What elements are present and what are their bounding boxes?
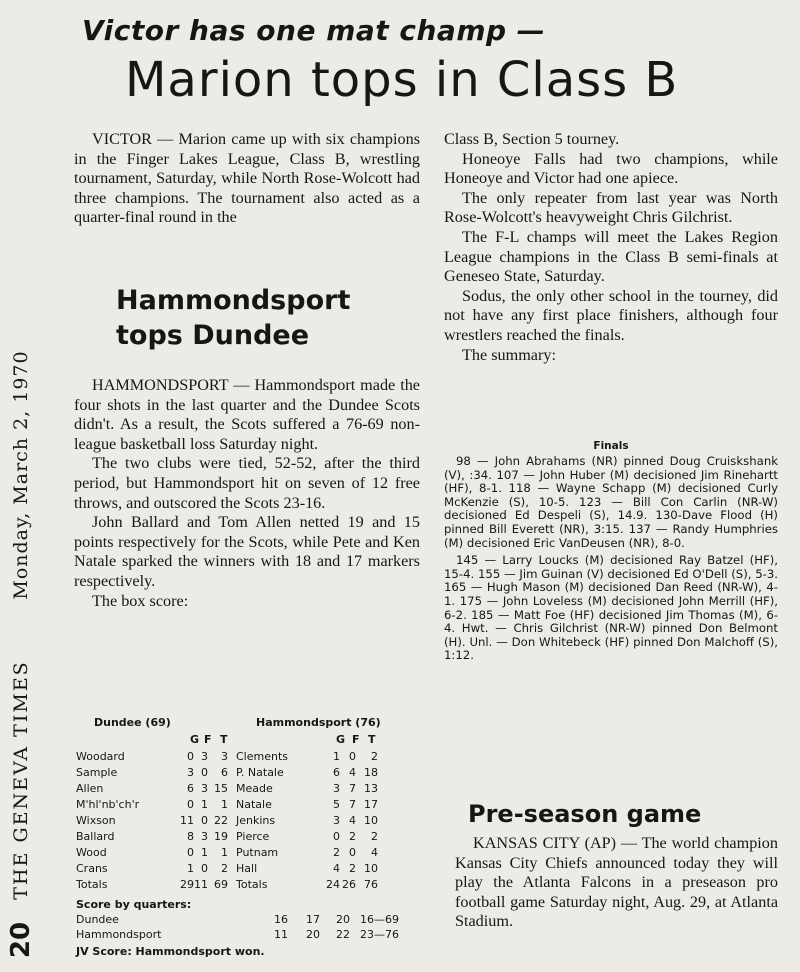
player-name: Wood xyxy=(76,846,107,859)
quarter-score: 17 xyxy=(306,913,320,926)
player-name: Crans xyxy=(76,862,108,875)
stat-cell: 1 xyxy=(221,798,228,811)
stat-cell: 4 xyxy=(371,846,378,859)
quarter-score: 16 xyxy=(274,913,288,926)
stat-cell: 10 xyxy=(364,814,378,827)
quarter-score: 16—69 xyxy=(360,913,399,926)
stat-cell: 3 xyxy=(201,782,208,795)
player-name: Meade xyxy=(236,782,273,795)
stat-cell: 26 xyxy=(342,878,356,891)
football-story xyxy=(455,834,778,932)
stat-cell: 2 xyxy=(349,862,356,875)
stat-cell: 22 xyxy=(214,814,228,827)
stat-cell: 1 xyxy=(221,846,228,859)
quarter-score: 23—76 xyxy=(360,928,399,941)
player-name: Totals xyxy=(236,878,268,891)
paragraph: The box score: xyxy=(92,591,189,610)
stat-cell: 0 xyxy=(187,798,194,811)
stat-cell: 19 xyxy=(214,830,228,843)
player-name: Woodard xyxy=(76,750,125,763)
player-name: Hall xyxy=(236,862,258,875)
issue-date: Monday, March 2, 1970 xyxy=(10,350,32,600)
stat-cell: 1 xyxy=(187,862,194,875)
quarter-row xyxy=(76,928,426,943)
col-header: F xyxy=(204,733,212,746)
stat-cell: 5 xyxy=(333,798,340,811)
stat-cell: 11 xyxy=(180,814,194,827)
paragraph: The summary: xyxy=(462,345,556,364)
player-name: Sample xyxy=(76,766,118,779)
stat-cell: 0 xyxy=(187,750,194,763)
player-name: Pierce xyxy=(236,830,270,843)
wrestling-story-lead xyxy=(74,130,420,228)
basketball-headline: Hammondsport tops Dundee xyxy=(116,285,351,351)
stat-cell: 24 xyxy=(326,878,340,891)
stat-cell: 3 xyxy=(187,766,194,779)
stat-cell: 3 xyxy=(201,830,208,843)
stat-cell: 0 xyxy=(349,750,356,763)
col-header: T xyxy=(368,733,376,746)
stat-cell: 0 xyxy=(201,766,208,779)
box-score-row xyxy=(76,846,426,861)
stat-cell: 76 xyxy=(364,878,378,891)
player-name: Jenkins xyxy=(236,814,276,827)
stat-cell: 0 xyxy=(201,814,208,827)
stat-cell: 6 xyxy=(333,766,340,779)
stat-cell: 6 xyxy=(221,766,228,779)
football-headline: Pre-season game xyxy=(468,800,702,828)
stat-cell: 15 xyxy=(214,782,228,795)
quarter-score: 20 xyxy=(336,913,350,926)
box-score-row xyxy=(76,830,426,845)
stat-cell: 7 xyxy=(349,782,356,795)
stat-cell: 3 xyxy=(333,782,340,795)
quarter-score: 20 xyxy=(306,928,320,941)
stat-cell: 1 xyxy=(201,846,208,859)
box-score-row xyxy=(76,814,426,829)
summary-paragraph: 145 — Larry Loucks (M) decisioned Ray Batzel (HF), 15-4. 155 — Jim Guinan (V) decisioned Ed O'Dell (S), 5-3. 165 — Hugh Mason (M) decisioned Dan Reed (NR-W), 4-1. 175 — John Loveless (M) decisioned John Merrill (HF), 6-2. 185 — Matt Foe (HF) decisioned Jim Thomas (M), 6-4. Hwt. — Chris Gilchrist (NR-W) pinned Don Belmont (H). Unl. — Don Whitebeck (HF) pinned Don Malchoff (S), 1:12. xyxy=(444,553,779,663)
paragraph: Class B, Section 5 tourney. xyxy=(444,130,620,148)
player-name: P. Natale xyxy=(236,766,284,779)
stat-cell: 8 xyxy=(187,830,194,843)
kicker-headline: Victor has one mat champ — xyxy=(82,14,546,47)
player-name: Natale xyxy=(236,798,272,811)
paragraph: Honeoye Falls had two champions, while Honeoye and Victor had one apiece. xyxy=(444,149,778,188)
wrestling-story-continued xyxy=(444,130,778,365)
stat-cell: 0 xyxy=(349,846,356,859)
paragraph: HAMMONDSPORT — Hammondsport made the four shots in the last quarter and the Dundee Scots didn't. As a result, the Scots suffered a 76-69 non-league basketball loss Saturday night. xyxy=(74,376,420,453)
left-team-name: Dundee (69) xyxy=(94,716,171,729)
player-name: Allen xyxy=(76,782,104,795)
summary-paragraph: 98 — John Abrahams (NR) pinned Doug Cruiskshank (V), :34. 107 — John Huber (M) decisioned Jim Rinehartt (HF), 8-1. 118 — Wayne Schapp (M) decisioned Curly McKenzie (S), 10-5. 123 — Bill Con Carlin (NR-W) decisioned Ed Despeli (S), 14.9. 130-Dave Flood (H) pinned Bill Everett (NR), 3:15. 137 — Randy Humphries (M) decisioned Eric VanDeusen (NR), 8-0. xyxy=(444,454,778,550)
right-team-name: Hammondsport (76) xyxy=(256,716,381,729)
quarter-score: 11 xyxy=(274,928,288,941)
box-score-row xyxy=(76,782,426,797)
stat-cell: 4 xyxy=(333,862,340,875)
box-score-row xyxy=(76,862,426,877)
box-score-row xyxy=(76,798,426,813)
stat-cell: 0 xyxy=(201,862,208,875)
box-score-row xyxy=(76,766,426,781)
player-name: M'hl'nb'ch'r xyxy=(76,798,140,811)
col-header: T xyxy=(220,733,228,746)
paragraph: Sodus, the only other school in the tourney, did not have any first place finishers, although four wrestlers reached the finals. xyxy=(444,286,778,344)
col-header: G xyxy=(336,733,346,746)
quarters-label: Score by quarters: xyxy=(76,898,192,911)
paragraph: KANSAS CITY (AP) — The world champion Kansas City Chiefs announced today they will play the Atlanta Falcons in a preseason pro football game Saturday night, Aug. 29, at Atlanta Stadium. xyxy=(455,834,778,931)
stat-cell: 11 xyxy=(194,878,208,891)
quarter-row xyxy=(76,913,426,928)
stat-cell: 3 xyxy=(221,750,228,763)
stat-cell: 1 xyxy=(201,798,208,811)
stat-cell: 18 xyxy=(364,766,378,779)
col-header: F xyxy=(352,733,360,746)
paragraph: VICTOR — Marion came up with six champions in the Finger Lakes League, Class B, wrestling tournament, Saturday, while North Rose-Wolcott had three champions. The tournament also acted as a quarter-final round in the xyxy=(74,130,420,227)
stat-cell: 10 xyxy=(364,862,378,875)
summary-title: Finals xyxy=(593,440,629,452)
stat-cell: 4 xyxy=(349,766,356,779)
stat-cell: 2 xyxy=(221,862,228,875)
stat-cell: 0 xyxy=(333,830,340,843)
paragraph: The only repeater from last year was North Rose-Wolcott's heavyweight Chris Gilchrist. xyxy=(444,188,778,227)
page-number: 20 xyxy=(6,921,36,959)
stat-cell: 2 xyxy=(333,846,340,859)
stat-cell: 3 xyxy=(333,814,340,827)
player-name: Totals xyxy=(76,878,108,891)
player-name: Ballard xyxy=(76,830,115,843)
newspaper-name: THE GENEVA TIMES xyxy=(10,660,32,900)
paragraph: John Ballard and Tom Allen netted 19 and 15 points respectively for the Scots, while Pete and Ken Natale sparked the winners with 18 and 17 markers respectively. xyxy=(74,513,420,590)
player-name: Wixson xyxy=(76,814,116,827)
stat-cell: 0 xyxy=(187,846,194,859)
box-score-row xyxy=(76,750,426,765)
stat-cell: 6 xyxy=(187,782,194,795)
stat-cell: 69 xyxy=(214,878,228,891)
wrestling-summary xyxy=(444,455,778,667)
box-score-row xyxy=(76,878,426,893)
paragraph: The two clubs were tied, 52-52, after the third period, but Hammondsport hit on seven of 12 free throws, and outscored the Scots 23-16. xyxy=(74,454,420,512)
team-name: Hammondsport xyxy=(76,928,162,941)
stat-cell: 7 xyxy=(349,798,356,811)
team-name: Dundee xyxy=(76,913,119,926)
jv-score: JV Score: Hammondsport won. xyxy=(76,945,265,958)
stat-cell: 2 xyxy=(371,830,378,843)
quarter-score: 22 xyxy=(336,928,350,941)
stat-cell: 13 xyxy=(364,782,378,795)
col-header: G xyxy=(190,733,200,746)
stat-cell: 3 xyxy=(201,750,208,763)
stat-cell: 4 xyxy=(349,814,356,827)
player-name: Putnam xyxy=(236,846,279,859)
paragraph: The F-L champs will meet the Lakes Region League champions in the Class B semi-finals at Geneseo State, Saturday. xyxy=(444,227,778,286)
stat-cell: 17 xyxy=(364,798,378,811)
stat-cell: 2 xyxy=(349,830,356,843)
basketball-story xyxy=(74,376,420,611)
page-margin xyxy=(6,350,36,970)
stat-cell: 1 xyxy=(333,750,340,763)
player-name: Clements xyxy=(236,750,289,763)
stat-cell: 29 xyxy=(180,878,194,891)
stat-cell: 2 xyxy=(371,750,378,763)
main-headline: Marion tops in Class B xyxy=(125,52,679,108)
